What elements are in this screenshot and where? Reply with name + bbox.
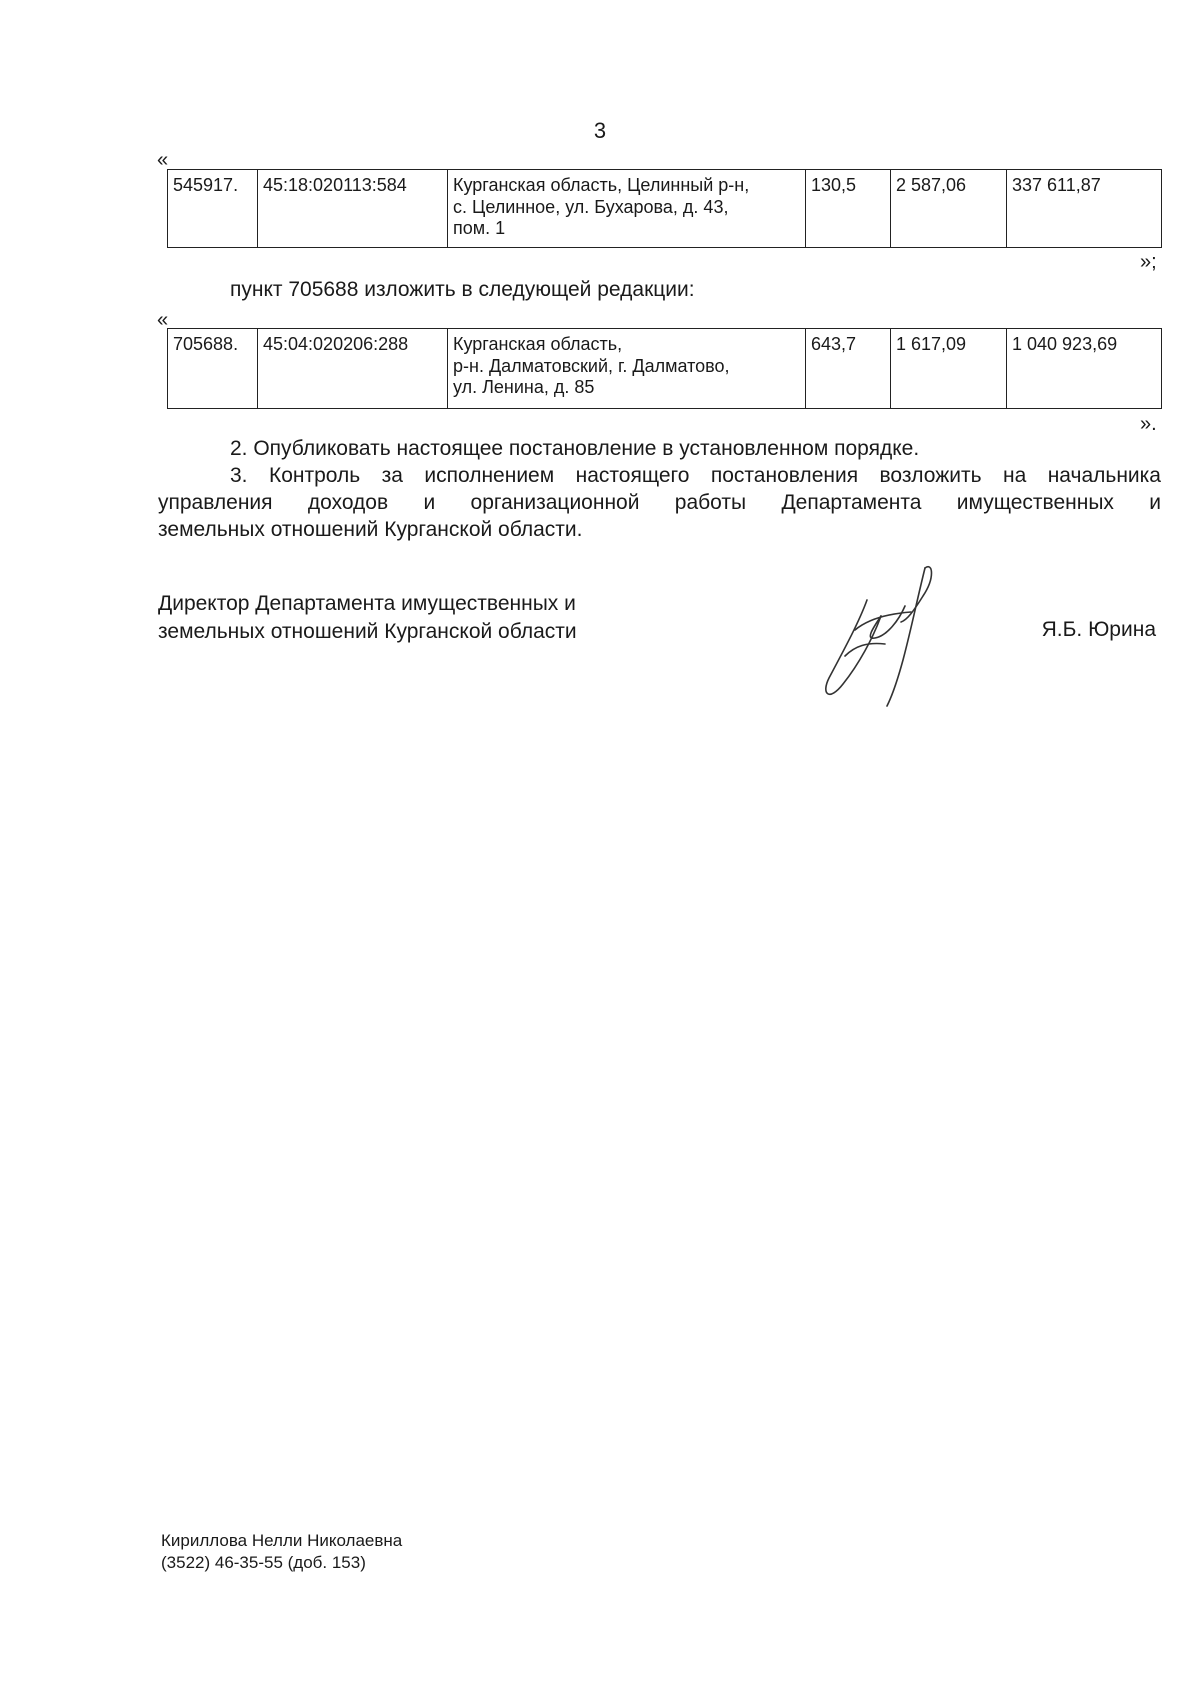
open-quote: «	[157, 149, 169, 171]
row-number: 545917.	[168, 170, 258, 248]
row-number: 705688.	[168, 329, 258, 409]
cadastral-number: 45:18:020113:584	[258, 170, 448, 248]
rate-cell: 2 587,06	[891, 170, 1007, 248]
rate-cell: 1 617,09	[891, 329, 1007, 409]
address-cell	[448, 329, 806, 409]
address-line: р-н. Далматовский, г. Далматово,	[453, 355, 730, 376]
table-2	[167, 328, 1162, 409]
area-cell: 130,5	[806, 170, 891, 248]
close-quote: »;	[1140, 251, 1157, 273]
open-quote: «	[157, 309, 169, 331]
item-3-line: земельных отношений Курганской области.	[158, 518, 583, 541]
area-cell: 643,7	[806, 329, 891, 409]
table-row	[168, 329, 1162, 409]
executor-block	[161, 1530, 402, 1574]
address-line: ул. Ленина, д. 85	[453, 377, 595, 398]
cadastral-number: 45:04:020206:288	[258, 329, 448, 409]
item-3-line: управления доходов и организационной работы Департамента имущественных и	[158, 491, 1161, 514]
value-cell: 337 611,87	[1007, 170, 1162, 248]
close-quote: ».	[1140, 413, 1157, 435]
signatory-title	[158, 590, 577, 646]
signatory-title-line: Директор Департамента имущественных и	[158, 592, 576, 615]
signatory-title-line: земельных отношений Курганской области	[158, 620, 577, 643]
table-row	[168, 170, 1162, 248]
executor-phone: (3522) 46-35-55 (доб. 153)	[161, 1553, 366, 1572]
item-2: 2. Опубликовать настоящее постановление в установленном порядке.	[230, 437, 920, 460]
item-3-line: 3. Контроль за исполнением настоящего постановления возложить на начальника	[230, 464, 1161, 487]
value-cell: 1 040 923,69	[1007, 329, 1162, 409]
address-line: пом. 1	[453, 218, 506, 239]
page-number: 3	[593, 118, 607, 143]
signature-image	[815, 560, 955, 710]
intro-text: пункт 705688 изложить в следующей редакции:	[230, 278, 695, 301]
address-line: с. Целинное, ул. Бухарова, д. 43,	[453, 196, 729, 217]
address-line: Курганская область, Целинный р-н,	[453, 175, 750, 195]
executor-name: Кириллова Нелли Николаевна	[161, 1531, 403, 1550]
address-line: Курганская область,	[453, 334, 623, 354]
signatory-name: Я.Б. Юрина	[1041, 618, 1156, 641]
table-1	[167, 169, 1162, 248]
address-cell	[448, 170, 806, 248]
